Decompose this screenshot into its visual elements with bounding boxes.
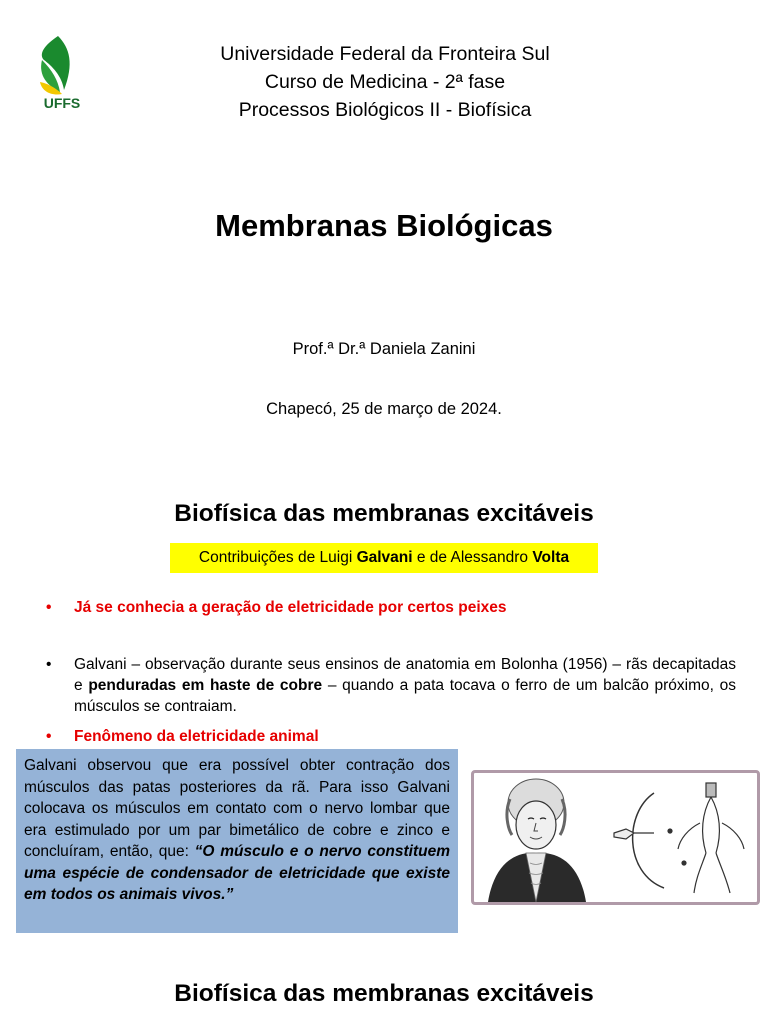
bullet-text: [74, 654, 736, 717]
highlight-galvani: Galvani: [356, 549, 413, 566]
bullet-text-part1: Galvani – observação durante seus ensinos de anatomia em Bolonha (1956) – rãs decapitadas e: [74, 656, 736, 694]
highlight-text-pre: Contribuições de Luigi: [198, 549, 357, 566]
explanation-box: [16, 749, 458, 933]
document-date: Chapecó, 25 de março de 2024.: [266, 400, 502, 418]
logo-text: UFFS: [43, 95, 81, 111]
bullet-galvani-observation: [46, 654, 736, 717]
galvani-illustration: [471, 770, 760, 905]
frog-experiment: [614, 783, 744, 893]
university-name: Universidade Federal da Fronteira Sul: [220, 43, 550, 65]
subject-name: Processos Biológicos II - Biofísica: [238, 99, 532, 121]
document-title: Membranas Biológicas: [215, 208, 553, 243]
bullet-dot: •: [46, 599, 52, 616]
bullet-text: Fenômeno da eletricidade animal: [74, 728, 319, 745]
professor-name: Prof.ª Dr.ª Daniela Zanini: [292, 340, 476, 358]
bullet-text-bold: penduradas em haste de cobre: [88, 677, 323, 694]
explanation-quote: “O músculo e o nervo constituem uma espécie de condensador de eletricidade que existe em todos os animais vivos.”: [24, 843, 451, 903]
bullet-dot: •: [46, 656, 52, 673]
galvani-portrait: [488, 779, 586, 902]
institution-header: [130, 40, 640, 124]
highlight-volta: Volta: [532, 549, 570, 566]
next-slide-title: Biofísica das membranas excitáveis: [174, 980, 594, 1007]
bullet-animal-electricity: [46, 726, 736, 747]
bullet-fish-electricity: [46, 597, 736, 618]
highlighted-subtitle: [170, 543, 598, 573]
highlight-text-mid: e de Alessandro: [412, 549, 533, 566]
course-name: Curso de Medicina - 2ª fase: [264, 71, 506, 93]
bullet-text-part2: – quando a pata tocava o ferro de um balcão próximo, os músculos se contraiam.: [74, 677, 737, 715]
bullet-text: Já se conhecia a geração de eletricidade por certos peixes: [74, 599, 507, 616]
uffs-logo: [30, 30, 94, 112]
bullet-dot: •: [46, 728, 52, 745]
explanation-text: Galvani observou que era possível obter contração dos músculos das patas posteriores da rã. Para isso Galvani colocava os músculos em contato com o nervo lombar que era estimulado por um par bimetálico de cobre e zinco e concluíram, então, que:: [24, 757, 450, 860]
slide-title: Biofísica das membranas excitáveis: [174, 500, 594, 527]
